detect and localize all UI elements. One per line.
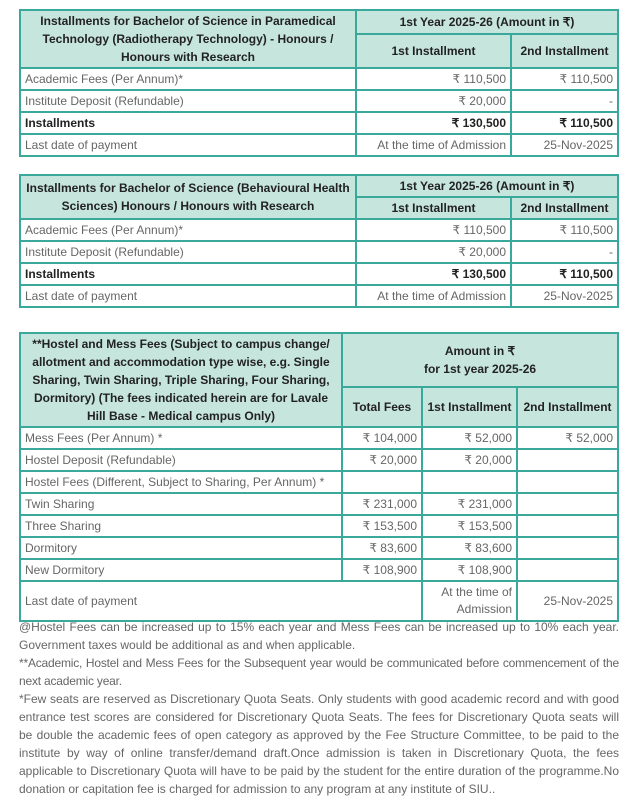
row-label: Mess Fees (Per Annum) * — [20, 427, 342, 449]
hostel-mess-fee-table — [19, 332, 619, 622]
row-label: Three Sharing — [20, 515, 342, 537]
col-header-total-fees: Total Fees — [342, 387, 422, 427]
cell-total-fees: ₹ 108,900 — [342, 559, 422, 581]
cell-2nd-installment — [517, 449, 618, 471]
table-row — [20, 134, 618, 156]
row-label: Hostel Deposit (Refundable) — [20, 449, 342, 471]
amount-header-line2: for 1st year 2025-26 — [423, 362, 537, 376]
cell-2nd-installment — [517, 493, 618, 515]
table-row-total — [20, 112, 618, 134]
cell-2nd-installment — [517, 471, 618, 493]
row-label: New Dormitory — [20, 559, 342, 581]
table-row — [20, 90, 618, 112]
row-label: Academic Fees (Per Annum)* — [20, 219, 356, 241]
cell-total-fees: ₹ 83,600 — [342, 537, 422, 559]
cell-total-fees — [342, 471, 422, 493]
row-label: Last date of payment — [20, 581, 422, 621]
cell-1st-installment: At the time of Admission — [422, 581, 517, 621]
cell-1st-installment: ₹ 130,500 — [356, 112, 511, 134]
cell-1st-installment: ₹ 231,000 — [422, 493, 517, 515]
col-header-2nd-installment: 2nd Installment — [517, 387, 618, 427]
row-label: Institute Deposit (Refundable) — [20, 241, 356, 263]
table-row — [20, 471, 618, 493]
row-label: Last date of payment — [20, 134, 356, 156]
behavioural-health-fee-table — [19, 174, 619, 308]
footnote-discretionary-quota: *Few seats are reserved as Discretionary Quota Seats. Only students with good academic record and with good entrance test scores are considered for Discretionary Quota Seats. The fees for Discretionary Quota seats will be double the academic fees of open category as approved by the Fee Structure Committee, to be paid to the institute by way of online transfer/demand draft.Once admission is taken in Discretionary Quota, the fees applicable to Discretionary Quota will have to be paid by the student for the entire duration of the programme.No donation or capitation fee is charged for admission to any program at any institute of SIU.. — [19, 692, 619, 796]
row-label: Dormitory — [20, 537, 342, 559]
table-row — [20, 559, 618, 581]
cell-1st-installment: ₹ 110,500 — [356, 68, 511, 90]
cell-2nd-installment — [517, 559, 618, 581]
table-row-total — [20, 263, 618, 285]
cell-2nd-installment: - — [511, 90, 618, 112]
row-label: Academic Fees (Per Annum)* — [20, 68, 356, 90]
cell-1st-installment: At the time of Admission — [356, 134, 511, 156]
footnote-subsequent-year: **Academic, Hostel and Mess Fees for the Subsequent year would be communicated before commencement of the next academic year. — [19, 656, 619, 688]
col-header-1st-installment: 1st Installment — [356, 34, 511, 68]
col-header-2nd-installment: 2nd Installment — [511, 34, 618, 68]
table-title: **Hostel and Mess Fees (Subject to campus change/ allotment and accommodation type wise, e.g. Single Sharing, Twin Sharing, Triple Sharing, Four Sharing, Dormitory) (The fees indicated herein are for Lavale Hill Base - Medical campus Only) — [20, 333, 342, 427]
row-label: Installments — [20, 112, 356, 134]
amount-header — [342, 333, 618, 387]
cell-1st-installment: ₹ 130,500 — [356, 263, 511, 285]
row-label: Hostel Fees (Different, Subject to Sharing, Per Annum) * — [20, 471, 342, 493]
paramedical-fee-table — [19, 9, 619, 157]
cell-2nd-installment: ₹ 52,000 — [517, 427, 618, 449]
cell-2nd-installment: ₹ 110,500 — [511, 263, 618, 285]
cell-2nd-installment: ₹ 110,500 — [511, 219, 618, 241]
col-header-2nd-installment: 2nd Installment — [511, 197, 618, 219]
table-row — [20, 493, 618, 515]
table-row-last-date — [20, 581, 618, 621]
cell-1st-installment: ₹ 20,000 — [422, 449, 517, 471]
amount-header-line1: Amount in ₹ — [444, 344, 516, 358]
row-label: Institute Deposit (Refundable) — [20, 90, 356, 112]
year-header: 1st Year 2025-26 (Amount in ₹) — [356, 10, 618, 34]
row-label: Last date of payment — [20, 285, 356, 307]
year-header: 1st Year 2025-26 (Amount in ₹) — [356, 175, 618, 197]
cell-2nd-installment: 25-Nov-2025 — [511, 134, 618, 156]
col-header-1st-installment: 1st Installment — [422, 387, 517, 427]
table-row — [20, 241, 618, 263]
cell-2nd-installment — [517, 537, 618, 559]
footnote-hostel-increase: @Hostel Fees can be increased up to 15% each year and Mess Fees can be increased up to 10% each year. Government taxes would be additional as and when applicable. — [19, 620, 619, 652]
table-row — [20, 515, 618, 537]
cell-total-fees: ₹ 153,500 — [342, 515, 422, 537]
cell-1st-installment: ₹ 153,500 — [422, 515, 517, 537]
cell-1st-installment: ₹ 20,000 — [356, 90, 511, 112]
table-row — [20, 449, 618, 471]
table-row — [20, 285, 618, 307]
cell-2nd-installment: ₹ 110,500 — [511, 68, 618, 90]
table-row — [20, 427, 618, 449]
cell-1st-installment: At the time of Admission — [356, 285, 511, 307]
table-row — [20, 68, 618, 90]
table-title: Installments for Bachelor of Science in Paramedical Technology (Radiotherapy Technology) - Honours / Honours with Research — [20, 10, 356, 68]
cell-2nd-installment: 25-Nov-2025 — [511, 285, 618, 307]
cell-2nd-installment — [517, 515, 618, 537]
cell-total-fees: ₹ 104,000 — [342, 427, 422, 449]
row-label: Twin Sharing — [20, 493, 342, 515]
cell-total-fees: ₹ 231,000 — [342, 493, 422, 515]
cell-1st-installment: ₹ 20,000 — [356, 241, 511, 263]
row-label: Installments — [20, 263, 356, 285]
cell-total-fees: ₹ 20,000 — [342, 449, 422, 471]
table-row — [20, 219, 618, 241]
cell-2nd-installment: - — [511, 241, 618, 263]
cell-1st-installment: ₹ 108,900 — [422, 559, 517, 581]
cell-1st-installment: ₹ 52,000 — [422, 427, 517, 449]
cell-1st-installment — [422, 471, 517, 493]
cell-1st-installment: ₹ 83,600 — [422, 537, 517, 559]
cell-2nd-installment: 25-Nov-2025 — [517, 581, 618, 621]
footnotes — [19, 618, 619, 798]
cell-1st-installment: ₹ 110,500 — [356, 219, 511, 241]
col-header-1st-installment: 1st Installment — [356, 197, 511, 219]
cell-2nd-installment: ₹ 110,500 — [511, 112, 618, 134]
table-row — [20, 537, 618, 559]
table-title: Installments for Bachelor of Science (Behavioural Health Sciences) Honours / Honours with Research — [20, 175, 356, 219]
